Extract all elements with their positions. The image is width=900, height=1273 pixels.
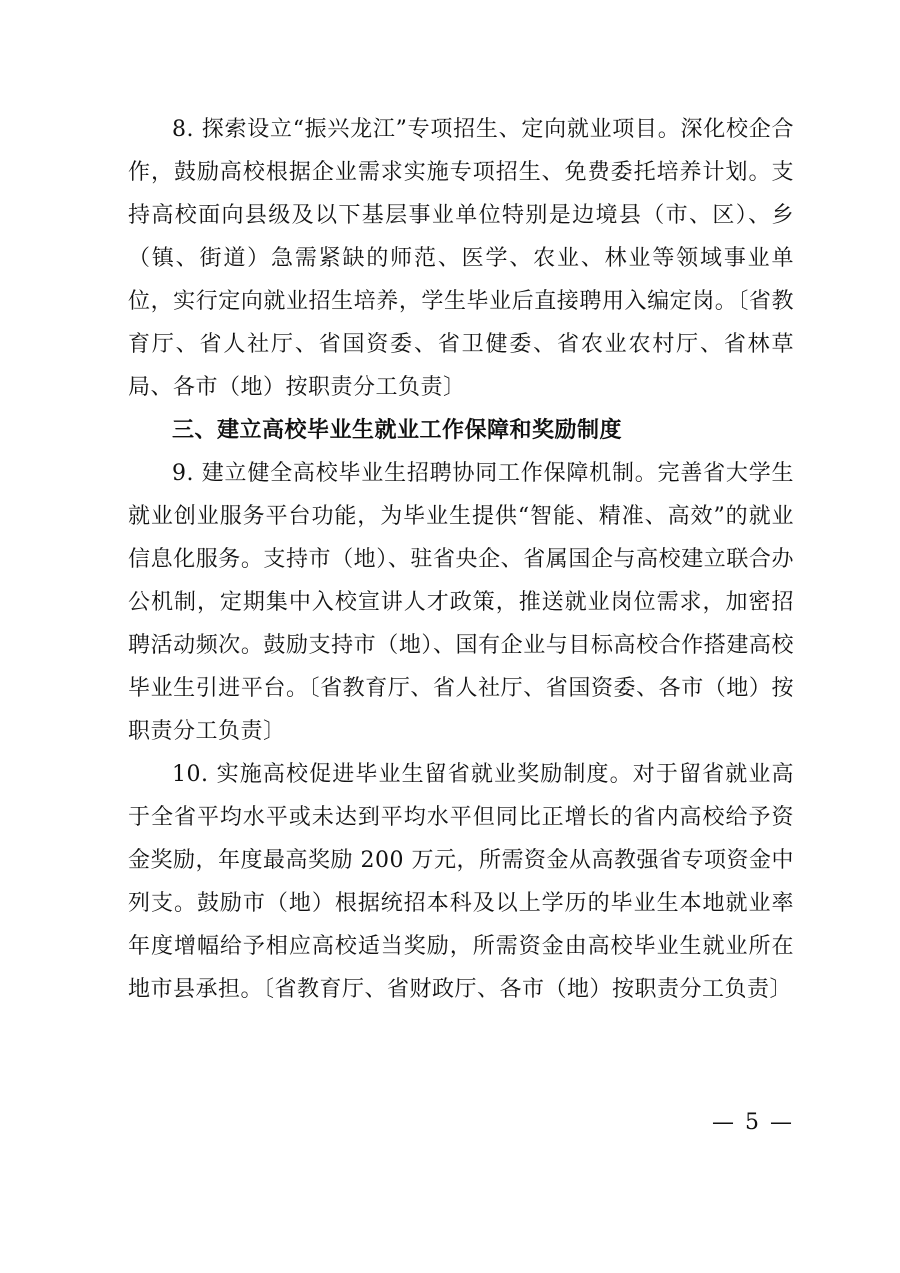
paragraph-item-10: 10. 实施高校促进毕业生留省就业奖励制度。对于留省就业高于全省平均水平或未达到平均水平但同比正增长的省内高校给予资金奖励，年度最高奖励 200 万元，所需资金从高教强省专项资金中列支。鼓励市（地）根据统招本科及以上学历的毕业生本地就业率年度增幅给予相应高校适当奖励，所需资金由高校毕业生就业所在地市县承担。〔省教育厅、省财政厅、各市（地）按职责分工负责〕 <box>128 762 794 1002</box>
paragraph-item-9: 9. 建立健全高校毕业生招聘协同工作保障机制。完善省大学生就业创业服务平台功能，为毕业生提供“智能、精准、高效”的就业信息化服务。支持市（地）、驻省央企、省属国企与高校建立联合办公机制，定期集中入校宣讲人才政策，推送就业岗位需求，加密招聘活动频次。鼓励支持市（地）、国有企业与目标高校合作搭建高校毕业生引进平台。〔省教育厅、省人社厅、省国资委、各市（地）按职责分工负责〕 <box>128 461 794 744</box>
page-number: — 5 — <box>712 1110 794 1135</box>
section-heading: 三、建立高校毕业生就业工作保障和奖励制度 <box>172 418 623 443</box>
document-body <box>128 108 794 1011</box>
paragraph-item-8: 8. 探索设立“振兴龙江”专项招生、定向就业项目。深化校企合作，鼓励高校根据企业需求实施专项招生、免费委托培养计划。支持高校面向县级及以下基层事业单位特别是边境县（市、区）、乡（镇、街道）急需紧缺的师范、医学、农业、林业等领域事业单位，实行定向就业招生培养，学生毕业后直接聘用入编定岗。〔省教育厅、省人社厅、省国资委、省卫健委、省农业农村厅、省林草局、各市（地）按职责分工负责〕 <box>128 117 794 400</box>
